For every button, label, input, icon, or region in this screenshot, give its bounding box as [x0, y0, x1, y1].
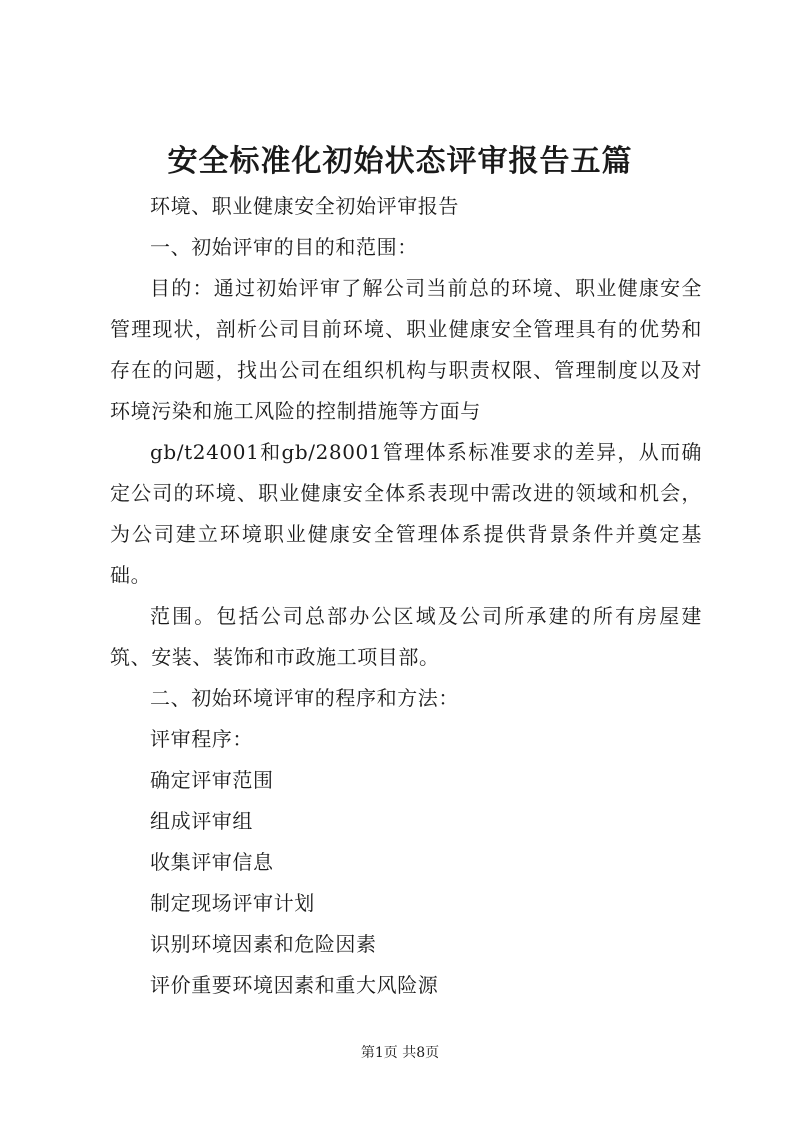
list-item: 识别环境因素和危险因素: [150, 932, 377, 956]
list-item: 评价重要环境因素和重大风险源: [150, 973, 439, 997]
document-title: 安全标准化初始状态评审报告五篇: [167, 144, 633, 179]
paragraph-procedure-label: 评审程序：: [150, 727, 253, 751]
paragraph-standards-gap: gb/t24001和gb/28001管理体系标准要求的差异，从而确定公司的环境、职业健康安全体系表现中需改进的领域和机会，为公司建立环境职业健康安全管理体系提供背景条件并奠定基础。: [110, 440, 702, 587]
list-item: 收集评审信息: [150, 850, 274, 874]
paragraph-purpose: 目的：通过初始评审了解公司当前总的环境、职业健康安全管理现状，剖析公司目前环境、职业健康安全管理具有的优势和存在的问题，找出公司在组织机构与职责权限、管理制度以及对环境污染和施工风险的控制措施等方面与: [110, 276, 702, 423]
list-item: 制定现场评审计划: [150, 891, 315, 915]
paragraph-scope: 范围。包括公司总部办公区域及公司所承建的所有房屋建筑、安装、装饰和市政施工项目部。: [110, 604, 702, 669]
document-body: [110, 186, 702, 1006]
paragraph-section-2-heading: 二、初始环境评审的程序和方法：: [150, 686, 459, 710]
list-item: 确定评审范围: [150, 768, 274, 792]
list-item: 组成评审组: [150, 809, 253, 833]
paragraph-section-1-heading: 一、初始评审的目的和范围：: [150, 235, 418, 259]
page-number-footer: 第1页 共8页: [360, 1045, 440, 1061]
paragraph-subtitle: 环境、职业健康安全初始评审报告: [150, 194, 459, 218]
